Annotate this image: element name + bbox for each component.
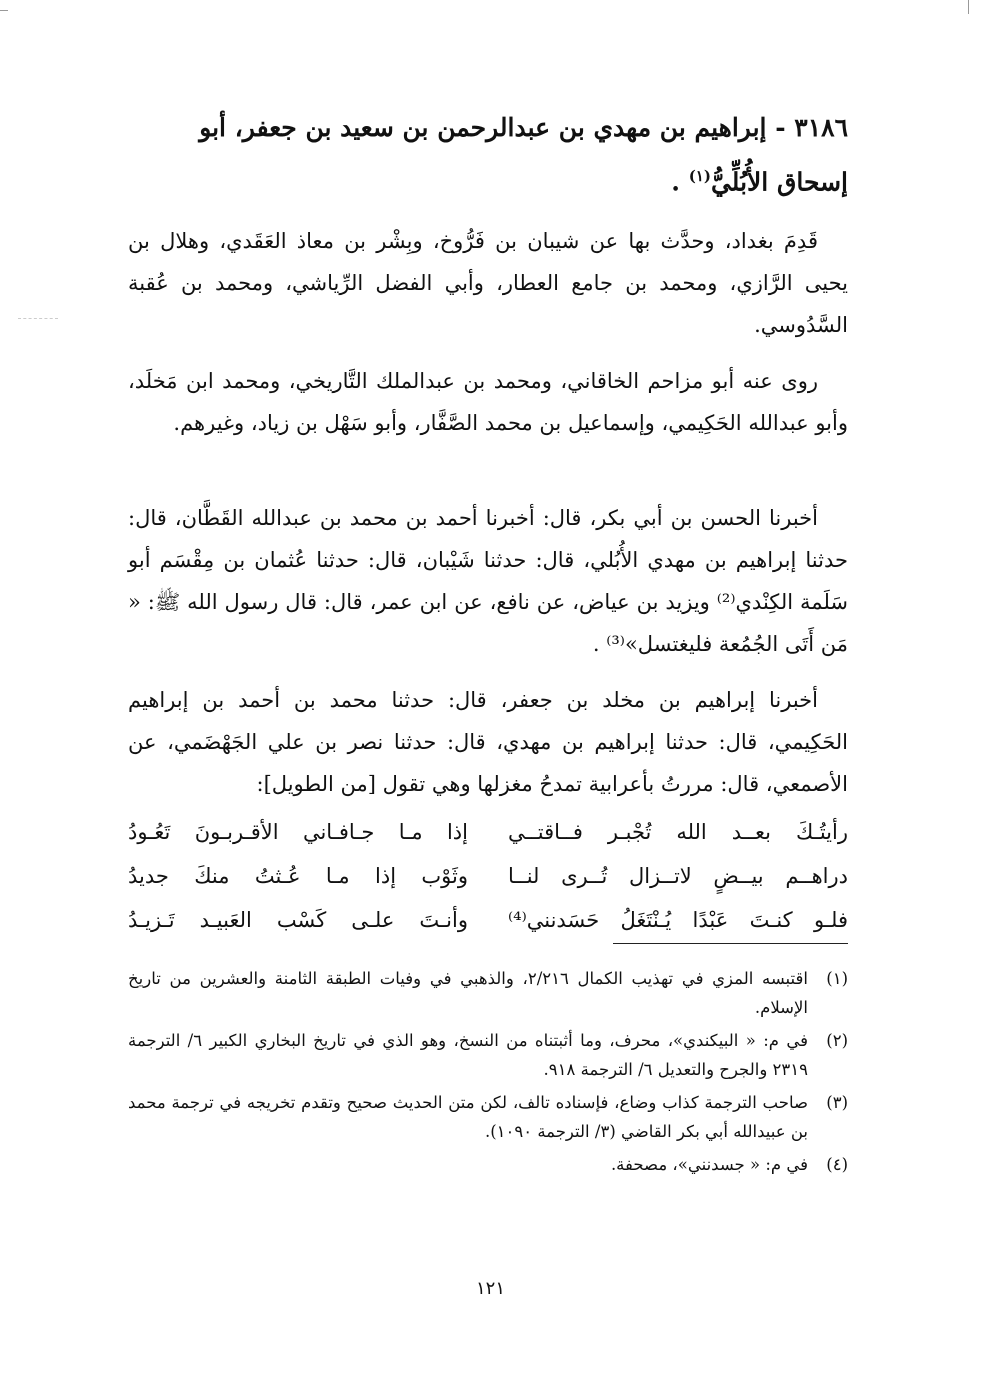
verse-second-hemistich: وثَوْب إذا مـا عُـثتُ منكَ جديدُ — [128, 864, 468, 888]
footnote-ref: (١) — [688, 167, 711, 185]
verse-first-hemistich: دراهــم بيــضٍ لاتــزال تُــرى لنــا — [508, 864, 848, 888]
footnote-number: (١) — [826, 969, 848, 988]
entry-name: إسحاق الأُبُلِّيُّ — [710, 167, 848, 197]
footnote — [128, 1026, 848, 1084]
footnotes — [128, 964, 848, 1183]
entry-heading — [128, 104, 848, 206]
paragraph-hadith: أخبرنا الحسن بن أبي بكر، قال: أخبرنا أحمد بن محمد بن عبدالله القَطَّان، قال: حدثنا إبراهيم بن مهدي الأُبُلي، قال: حدثنا شَيْبان، قال: حدثنا عُثمان بن مِقْسَم أبو سَلَمة الكِنْدي⁽²⁾ ويزيد بن عياض، عن نافع، عن ابن عمر، قال: قال رسول الله ﷺ: « مَن أَتَى الجُمُعة فليغتسل»⁽³⁾ . — [128, 506, 848, 656]
scan-margin-mark — [18, 318, 58, 319]
entry-heading-end: . — [671, 167, 689, 197]
scan-edge-mark — [0, 10, 8, 11]
footnote-text: اقتبسه المزي في تهذيب الكمال ٢/٢١٦، والذهبي في وفيات الطبقة الثامنة والعشرين من تاريخ الإسلام. — [128, 969, 808, 1017]
footnote-text: في م: « البيكندي»، محرف، وما أثبتناه من النسخ، وهو الذي في تاريخ البخاري الكبير ٦/ الترجمة ٢٣١٩ والجرح والتعديل ٦/ الترجمة ٩١٨. — [128, 1031, 808, 1079]
footnote — [128, 1150, 848, 1179]
paragraph-narrators: روى عنه أبو مزاحم الخاقاني، ومحمد بن عبدالملك التَّاريخي، ومحمد ابن مَخلَد، وأبو عبدالله الحَكِيمي، وإسماعيل بن محمد الصَّفَّار، وأبو سَهْل بن زياد، وغيرهم. — [128, 369, 848, 435]
verse-first-hemistich: فلـو كنـتَ عَبْدًا يُـنْتَغَلُ حَسَدنني⁽⁴⁾ — [508, 908, 848, 932]
paragraph-biography: قَدِمَ بغداد، وحدَّث بها عن شيبان بن فَرُّوخ، وبِشْر بن معاذ العَقَدي، وهلال بن يحيى الرَّازي، ومحمد بن جامع العطار، وأبي الفضل الرِّياشي، ومحمد بن عُقبة السَّدُوسي. — [128, 229, 848, 337]
verse-second-hemistich: إذا مـا جـافـاني الأقـربـونَ تَعُـودُ — [128, 820, 468, 844]
verse-first-hemistich: رأيتُـكَ بعــد الله تُجْبـر فــاقتــي — [508, 820, 848, 844]
poem — [128, 810, 848, 942]
footnote-text: صاحب الترجمة كذاب وضاع، فإسناده تالف، لكن متن الحديث صحيح وتقدم تخريجه في ترجمة محمد بن عبيدالله أبي بكر القاضي (٣/ الترجمة ١٠٩٠). — [128, 1093, 808, 1141]
footnote-number: (٤) — [826, 1155, 848, 1174]
entry-heading-line1: ٣١٨٦ - إبراهيم بن مهدي بن عبدالرحمن بن سعيد بن جعفر، أبو — [199, 113, 848, 142]
footnote — [128, 1088, 848, 1146]
footnote-number: (٣) — [826, 1093, 848, 1112]
footnote-text: في م: « جسدنني»، مصحفة. — [610, 1155, 808, 1174]
paragraph-poem-intro: أخبرنا إبراهيم بن مخلد بن جعفر، قال: حدثنا محمد بن أحمد بن إبراهيم الحَكِيمي، قال: حدثنا إبراهيم بن مهدي، قال: حدثنا نصر بن علي الجَهْضَمي، عن الأصمعي، قال: مررتُ بأعرابية تمدحُ مغزلها وهي تقول [من الطويل]: — [128, 688, 848, 796]
verse-second-hemistich: وأنـتَ علـى كَسْب العَبيـد تَـزيـدُ — [128, 908, 468, 932]
footnote-number: (٢) — [826, 1031, 848, 1050]
scan-edge-mark — [968, 0, 969, 14]
poem-verse — [128, 898, 848, 942]
poem-verse — [128, 810, 848, 854]
footnote — [128, 964, 848, 1022]
page-number: ١٢١ — [475, 1278, 505, 1299]
footnote-separator — [613, 943, 848, 944]
poem-verse — [128, 854, 848, 898]
entry-heading-line2 — [128, 152, 848, 206]
